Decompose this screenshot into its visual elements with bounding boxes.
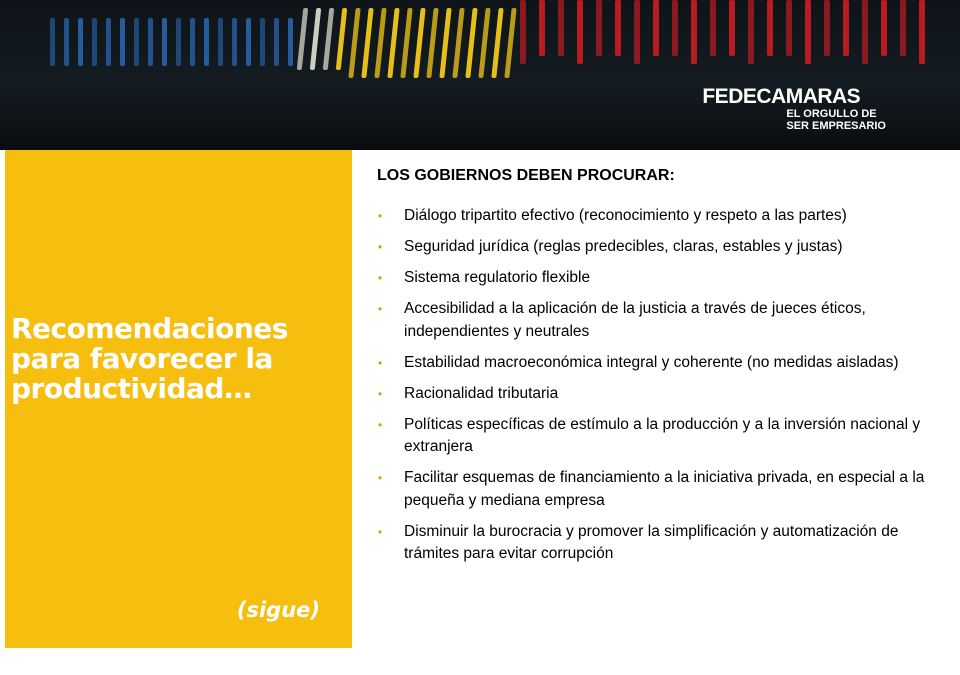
stripe-blue: [204, 18, 209, 66]
stripe-yellow: [310, 8, 322, 70]
list-item: [377, 267, 927, 290]
stripe-blue: [162, 18, 167, 66]
stripe-blue: [92, 18, 97, 66]
list-item: [377, 414, 927, 459]
list-item-text: Disminuir la burocracia y promover la simplificación y automatización de trámites para evitar corrupción: [404, 522, 899, 562]
stripe-red: [786, 0, 792, 56]
bullet-icon: •: [378, 240, 383, 254]
bullet-icon: •: [378, 417, 383, 432]
brand-tagline-line1: EL ORGULLO DE: [786, 108, 877, 120]
stripe-red: [729, 0, 735, 56]
bullet-icon: •: [378, 524, 383, 539]
bullet-icon: •: [378, 271, 383, 285]
list-item: [377, 467, 927, 512]
stripe-red: [558, 0, 564, 56]
stripe-red: [881, 0, 887, 56]
recommendations-list: [377, 205, 927, 566]
brand-tagline: [786, 108, 886, 132]
stripe-yellow: [452, 8, 464, 78]
stripe-yellow: [297, 8, 309, 70]
brand-tagline-line2: SER EMPRESARIO: [786, 120, 886, 132]
stripe-red: [691, 0, 697, 64]
stripe-red: [634, 0, 640, 64]
stripe-yellow: [504, 8, 516, 78]
stripe-blue: [176, 18, 181, 66]
list-item-text: Facilitar esquemas de financiamiento a la iniciativa privada, en especial a la pequeña y mediana empresa: [404, 469, 925, 509]
stripe-red: [596, 0, 602, 56]
stripe-red: [577, 0, 583, 64]
slide-title: [11, 314, 346, 404]
stripe-red: [710, 0, 716, 56]
stripe-yellow: [400, 8, 412, 78]
content-heading: LOS GOBIERNOS DEBEN PROCURAR:: [377, 167, 675, 184]
stripe-blue: [148, 18, 153, 66]
stripe-yellow: [323, 8, 335, 70]
list-item-text: Sistema regulatorio flexible: [404, 269, 591, 286]
stripe-yellow: [348, 8, 360, 78]
stripe-blue: [288, 18, 293, 66]
slide-title-line2: para favorecer la: [11, 342, 273, 375]
stripe-blue: [106, 18, 111, 66]
stripe-blue: [232, 18, 237, 66]
stripe-yellow: [413, 8, 425, 78]
bullet-icon: •: [378, 386, 383, 401]
stripe-red: [900, 0, 906, 56]
list-item: [377, 236, 927, 259]
brand-name: FEDECAMARAS: [702, 85, 861, 108]
stripe-blue: [246, 18, 251, 66]
list-item-text: Accesibilidad a la aplicación de la justicia a través de jueces éticos, independientes y neutrales: [404, 300, 866, 340]
list-item-text: Racionalidad tributaria: [404, 384, 559, 402]
stripe-blue: [260, 18, 265, 66]
stripe-red: [539, 0, 545, 56]
list-item-text: Estabilidad macroeconómica integral y coherente (no medidas aisladas): [404, 353, 899, 371]
stripe-red: [748, 0, 754, 64]
continued-label: (sigue): [236, 598, 320, 622]
list-item-text: Seguridad jurídica (reglas predecibles, claras, estables y justas): [404, 238, 843, 255]
list-item-text: Políticas específicas de estímulo a la producción y a la inversión nacional y extranjera: [404, 415, 921, 455]
bullet-icon: •: [378, 302, 383, 316]
slide-title-line3: productividad…: [11, 372, 252, 405]
list-item: [377, 383, 927, 406]
stripe-blue: [64, 18, 69, 66]
stripe-red: [615, 0, 621, 56]
stripe-blue: [78, 18, 83, 66]
bullet-icon: •: [378, 355, 383, 370]
stripe-yellow: [491, 8, 503, 78]
stripe-blue: [190, 18, 195, 66]
list-item: [377, 205, 927, 228]
stripe-red: [862, 0, 868, 64]
stripe-red: [805, 0, 811, 64]
stripe-red: [919, 0, 925, 64]
stripe-red: [520, 0, 526, 64]
list-item-text: Diálogo tripartito efectivo (reconocimiento y respeto a las partes): [404, 207, 847, 224]
list-item: [377, 521, 927, 566]
stripe-yellow: [478, 8, 490, 78]
stripe-yellow: [336, 8, 348, 70]
stripe-blue: [120, 18, 125, 66]
stripe-red: [672, 0, 678, 56]
content-area: [377, 165, 927, 574]
stripe-blue: [134, 18, 139, 66]
stripe-red: [767, 0, 773, 56]
stripe-blue: [274, 18, 279, 66]
title-panel: [5, 150, 352, 648]
stripe-red: [843, 0, 849, 56]
list-item: [377, 298, 927, 343]
stripe-blue: [50, 18, 55, 66]
list-item: [377, 352, 927, 375]
stripe-yellow: [387, 8, 399, 78]
brand-logo: [702, 86, 886, 132]
stripe-blue: [218, 18, 223, 66]
stripe-yellow: [426, 8, 438, 78]
stripe-yellow: [361, 8, 373, 78]
bullet-icon: •: [378, 471, 383, 485]
stripe-yellow: [439, 8, 451, 78]
header-banner: [0, 0, 960, 150]
stripe-yellow: [465, 8, 477, 78]
stripe-red: [824, 0, 830, 56]
stripe-yellow: [374, 8, 386, 78]
bullet-icon: •: [378, 209, 383, 223]
stripe-red: [653, 0, 659, 56]
slide-title-line1: Recomendaciones: [11, 312, 288, 345]
